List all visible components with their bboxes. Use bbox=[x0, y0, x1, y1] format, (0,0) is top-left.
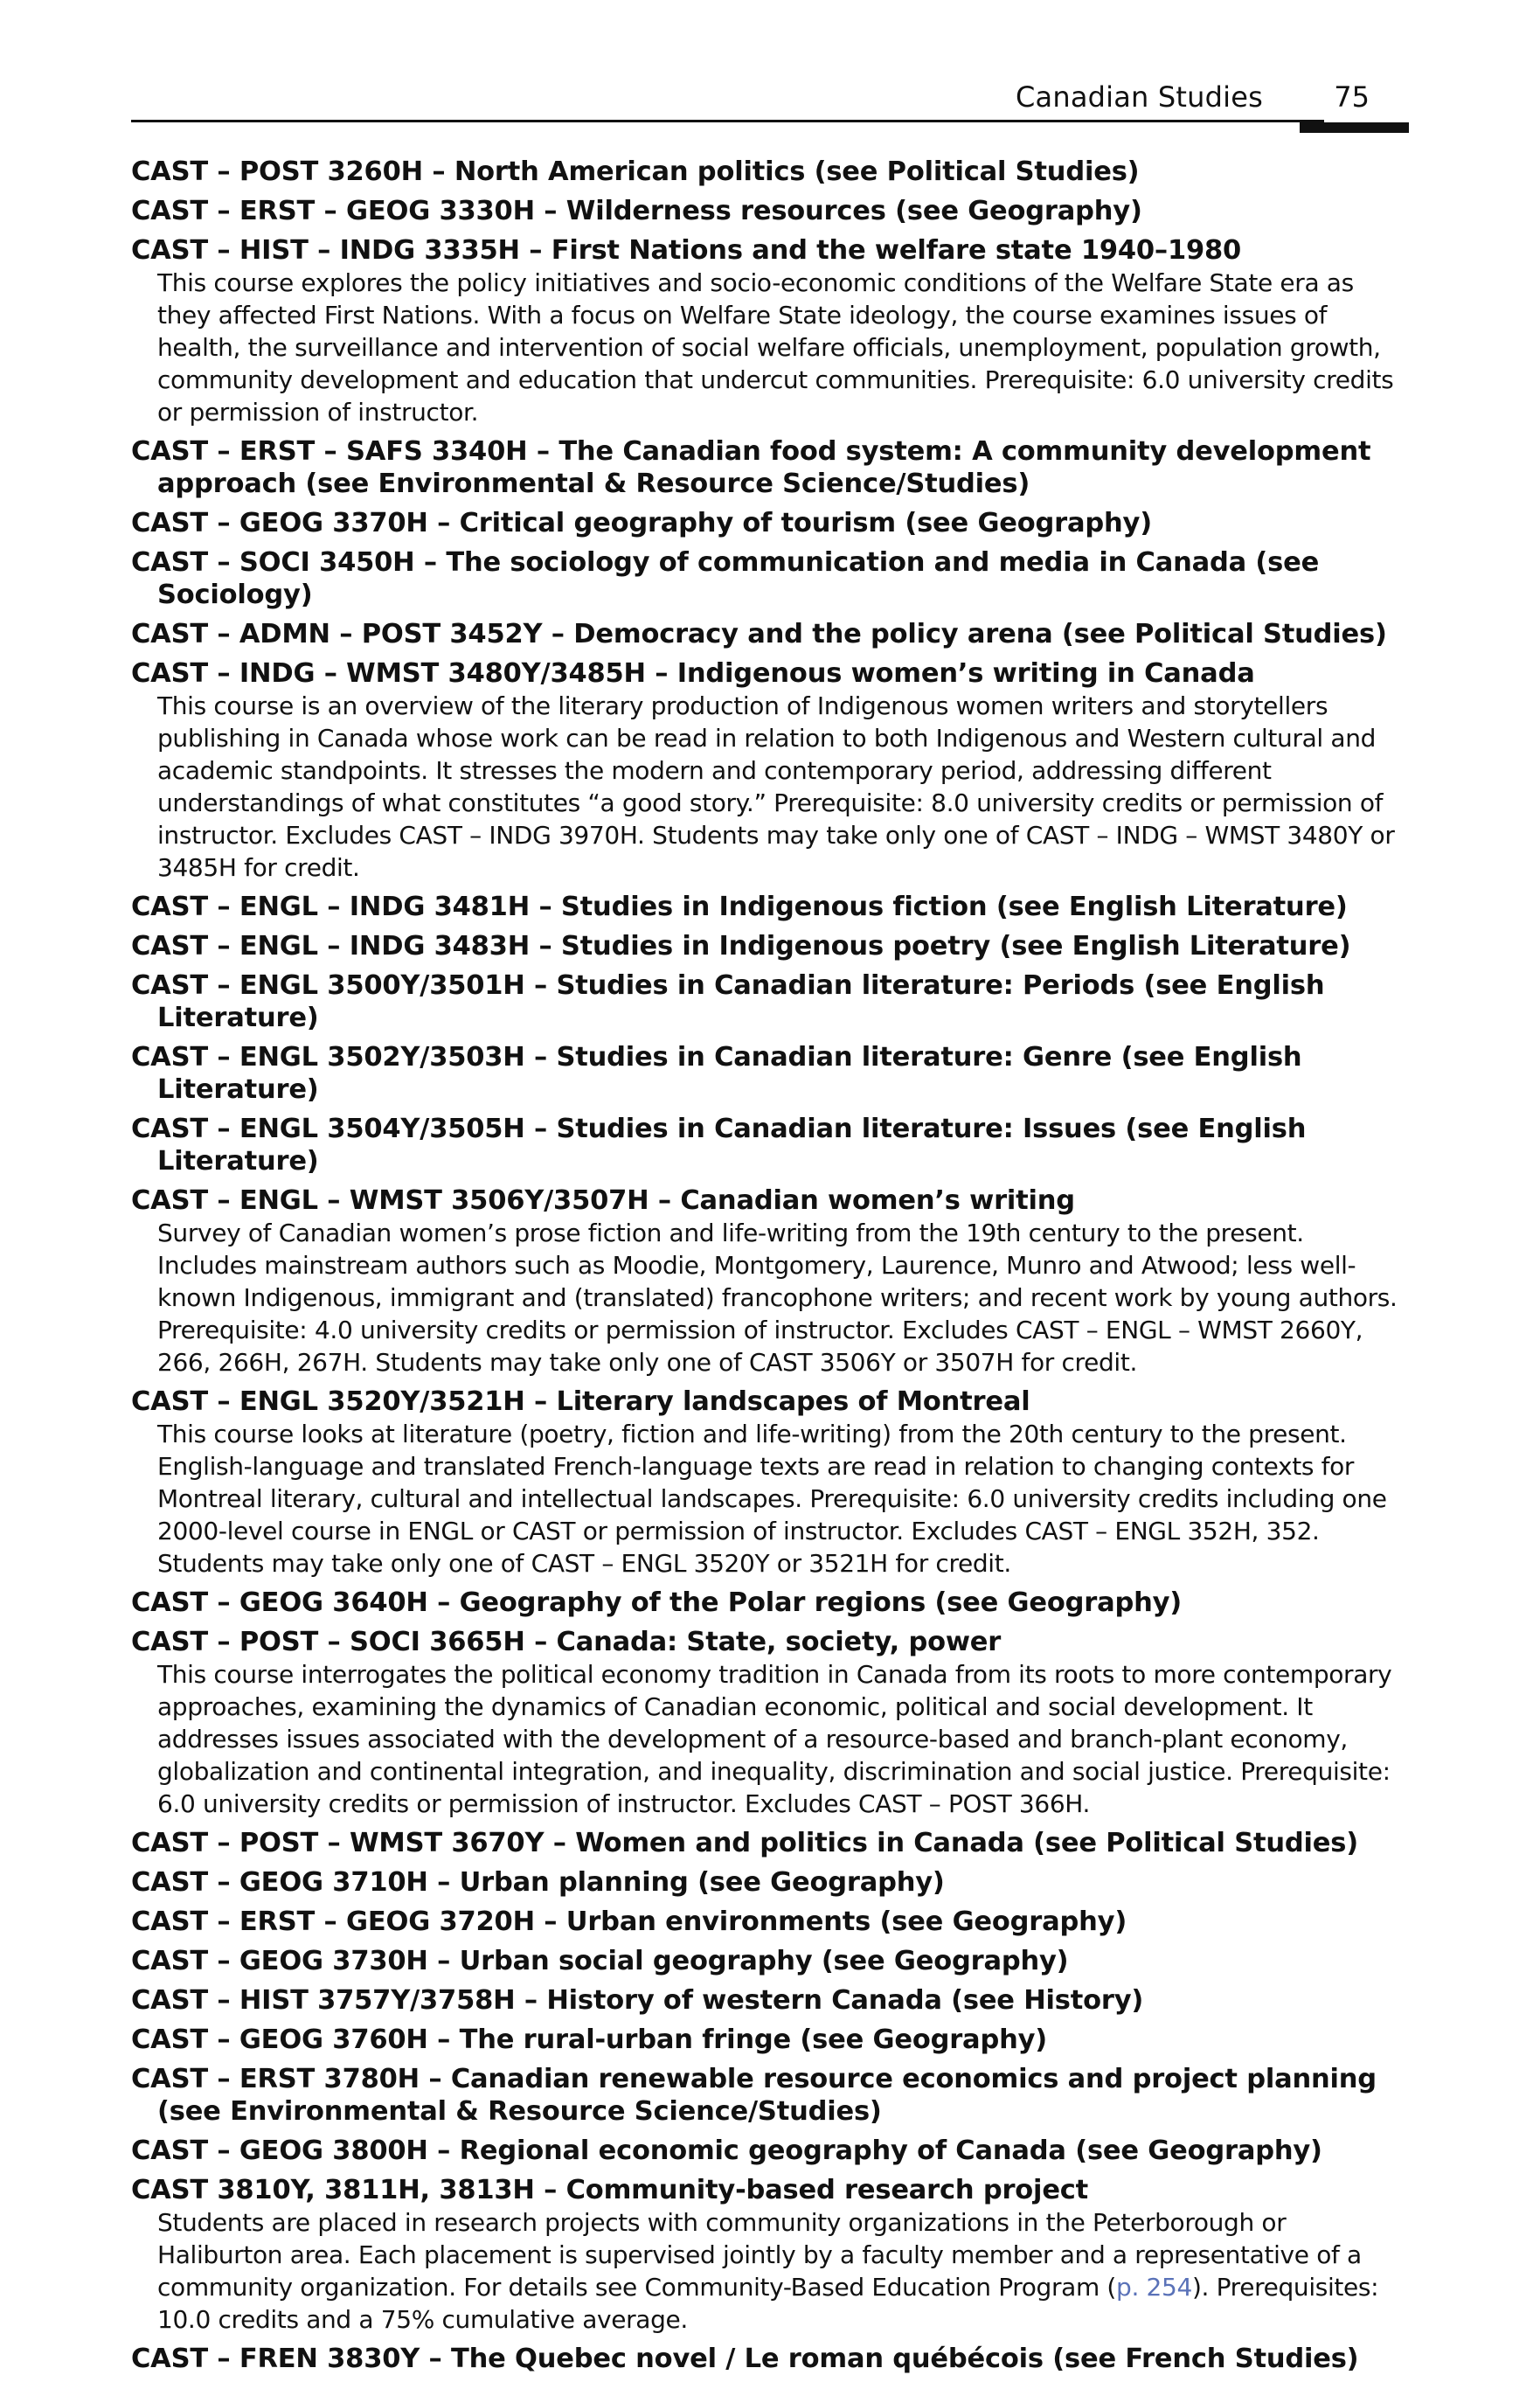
course-entry bbox=[131, 1385, 1409, 1580]
course-entry bbox=[131, 891, 1409, 923]
course-title: CAST – ERST – GEOG 3330H – Wilderness resources (see Geography) bbox=[131, 196, 1142, 226]
course-title: CAST – ERST – SAFS 3340H – The Canadian food system: A community development approach (see Environmental & Resource Science/Studies) bbox=[131, 436, 1371, 499]
course-title: CAST – SOCI 3450H – The sociology of communication and media in Canada (see Sociology) bbox=[131, 547, 1320, 610]
course-entry bbox=[131, 1184, 1409, 1379]
course-entry bbox=[131, 2063, 1409, 2128]
course-title: CAST – ADMN – POST 3452Y – Democracy and the policy arena (see Political Studies) bbox=[131, 619, 1387, 649]
course-entry bbox=[131, 507, 1409, 539]
course-title: CAST – ERST – GEOG 3720H – Urban environments (see Geography) bbox=[131, 1906, 1127, 1937]
course-entry bbox=[131, 969, 1409, 1034]
course-title: CAST – ENGL 3520Y/3521H – Literary landscapes of Montreal bbox=[131, 1386, 1030, 1417]
course-title: CAST – ENGL – WMST 3506Y/3507H – Canadian women’s writing bbox=[131, 1185, 1075, 1216]
header-rule bbox=[131, 120, 1324, 122]
description-text: Students are placed in research projects with community organizations in the Peterborough or Haliburton area. Each placement is supervised jointly by a faculty member and a representative of a community organization. For details see Community-Based Education Program ( bbox=[157, 2208, 1362, 2302]
course-title: CAST – ENGL – INDG 3483H – Studies in Indigenous poetry (see English Literature) bbox=[131, 931, 1351, 962]
course-title: CAST – ENGL 3502Y/3503H – Studies in Canadian literature: Genre (see English Literature) bbox=[131, 1042, 1302, 1105]
course-description bbox=[131, 2206, 1409, 2336]
course-entry bbox=[131, 1041, 1409, 1106]
course-entry bbox=[131, 1587, 1409, 1619]
course-title: CAST – POST – SOCI 3665H – Canada: State, society, power bbox=[131, 1627, 1002, 1657]
course-title: CAST – HIST 3757Y/3758H – History of western Canada (see History) bbox=[131, 1985, 1144, 2016]
page-number: 75 bbox=[1334, 80, 1370, 114]
course-entry bbox=[131, 2174, 1409, 2336]
course-title: CAST – ENGL – INDG 3481H – Studies in Indigenous fiction (see English Literature) bbox=[131, 892, 1348, 922]
course-title: CAST – POST 3260H – North American politics (see Political Studies) bbox=[131, 156, 1140, 187]
running-header bbox=[131, 80, 1412, 124]
course-entry bbox=[131, 1906, 1409, 1938]
course-entry bbox=[131, 156, 1409, 188]
course-entry bbox=[131, 1827, 1409, 1859]
course-title: CAST – GEOG 3730H – Urban social geography (see Geography) bbox=[131, 1946, 1069, 1976]
course-title: CAST – HIST – INDG 3335H – First Nations and the welfare state 1940–1980 bbox=[131, 235, 1242, 266]
course-title: CAST – POST – WMST 3670Y – Women and politics in Canada (see Political Studies) bbox=[131, 1828, 1358, 1858]
course-entry bbox=[131, 1113, 1409, 1177]
course-title: CAST – ERST 3780H – Canadian renewable resource economics and project planning (see Environmental & Resource Science/Studies) bbox=[131, 2064, 1377, 2127]
course-description: This course looks at literature (poetry, fiction and life-writing) from the 20th century to the present. English-language and translated French-language texts are read in relation to changing contexts for Montreal literary, cultural and intellectual landscapes. Prerequisite: 6.0 university credits including one 2000-level course in ENGL or CAST or permission of instructor. Excludes CAST – ENGL 352H, 352. Students may take only one of CAST – ENGL 3520Y or 3521H for credit. bbox=[157, 1420, 1387, 1578]
course-entry bbox=[131, 435, 1409, 500]
course-entry bbox=[131, 2343, 1409, 2375]
course-list bbox=[131, 156, 1409, 2382]
course-title: CAST – ENGL 3500Y/3501H – Studies in Canadian literature: Periods (see English Literature) bbox=[131, 970, 1325, 1033]
course-entry bbox=[131, 546, 1409, 611]
course-entry bbox=[131, 930, 1409, 962]
section-title: Canadian Studies bbox=[1015, 80, 1263, 114]
course-title: CAST – INDG – WMST 3480Y/3485H – Indigenous women’s writing in Canada bbox=[131, 658, 1255, 689]
course-entry bbox=[131, 1866, 1409, 1899]
course-title: CAST – GEOG 3640H – Geography of the Polar regions (see Geography) bbox=[131, 1587, 1183, 1618]
course-description: This course is an overview of the literary production of Indigenous women writers and storytellers publishing in Canada whose work can be read in relation to both Indigenous and Western cultural and academic standpoints. It stresses the modern and contemporary period, addressing different understandings of what constitutes “a good story.” Prerequisite: 8.0 university credits or permission of instructor. Excludes CAST – INDG 3970H. Students may take only one of CAST – INDG – WMST 3480Y or 3485H for credit. bbox=[157, 691, 1395, 882]
header-tab-bar bbox=[1300, 122, 1409, 133]
course-entry bbox=[131, 1984, 1409, 2017]
page-reference-link[interactable]: p. 254 bbox=[1116, 2273, 1192, 2302]
course-entry bbox=[131, 657, 1409, 884]
course-title: CAST – FREN 3830Y – The Quebec novel / Le roman québécois (see French Studies) bbox=[131, 2344, 1359, 2374]
course-title: CAST – GEOG 3760H – The rural-urban fringe (see Geography) bbox=[131, 2024, 1048, 2055]
description-text: ). Prerequisites: 10.0 credits and a 75% cumulative average. bbox=[157, 2273, 1379, 2334]
course-entry bbox=[131, 195, 1409, 227]
course-title: CAST – GEOG 3370H – Critical geography of tourism (see Geography) bbox=[131, 508, 1152, 538]
course-entry bbox=[131, 1626, 1409, 1820]
course-entry bbox=[131, 234, 1409, 428]
course-entry bbox=[131, 618, 1409, 650]
course-entry bbox=[131, 2024, 1409, 2056]
course-entry bbox=[131, 2135, 1409, 2167]
course-description: Survey of Canadian women’s prose fiction and life-writing from the 19th century to the present. Includes mainstream authors such as Moodie, Montgomery, Laurence, Munro and Atwood; less well-known Indigenous, immigrant and (translated) francophone writers; and recent work by young authors. Prerequisite: 4.0 university credits or permission of instructor. Excludes CAST – ENGL – WMST 2660Y, 266, 266H, 267H. Students may take only one of CAST 3506Y or 3507H for credit. bbox=[157, 1219, 1398, 1377]
course-description: This course explores the policy initiatives and socio-economic conditions of the Welfare State era as they affected First Nations. With a focus on Welfare State ideology, the course examines issues of health, the surveillance and intervention of social welfare officials, unemployment, population growth, community development and education that undercut communities. Prerequisite: 6.0 university credits or permission of instructor. bbox=[157, 268, 1394, 427]
course-title: CAST 3810Y, 3811H, 3813H – Community-based research project bbox=[131, 2175, 1089, 2205]
course-description: This course interrogates the political economy tradition in Canada from its roots to more contemporary approaches, examining the dynamics of Canadian economic, political and social development. It addresses issues associated with the development of a resource-based and branch-plant economy, globalization and continental integration, and inequality, discrimination and social justice. Prerequisite: 6.0 university credits or permission of instructor. Excludes CAST – POST 366H. bbox=[157, 1660, 1392, 1818]
course-title: CAST – GEOG 3800H – Regional economic geography of Canada (see Geography) bbox=[131, 2135, 1322, 2166]
course-title: CAST – ENGL 3504Y/3505H – Studies in Canadian literature: Issues (see English Literature) bbox=[131, 1114, 1307, 1177]
course-entry bbox=[131, 1945, 1409, 1977]
course-title: CAST – GEOG 3710H – Urban planning (see Geography) bbox=[131, 1867, 945, 1898]
